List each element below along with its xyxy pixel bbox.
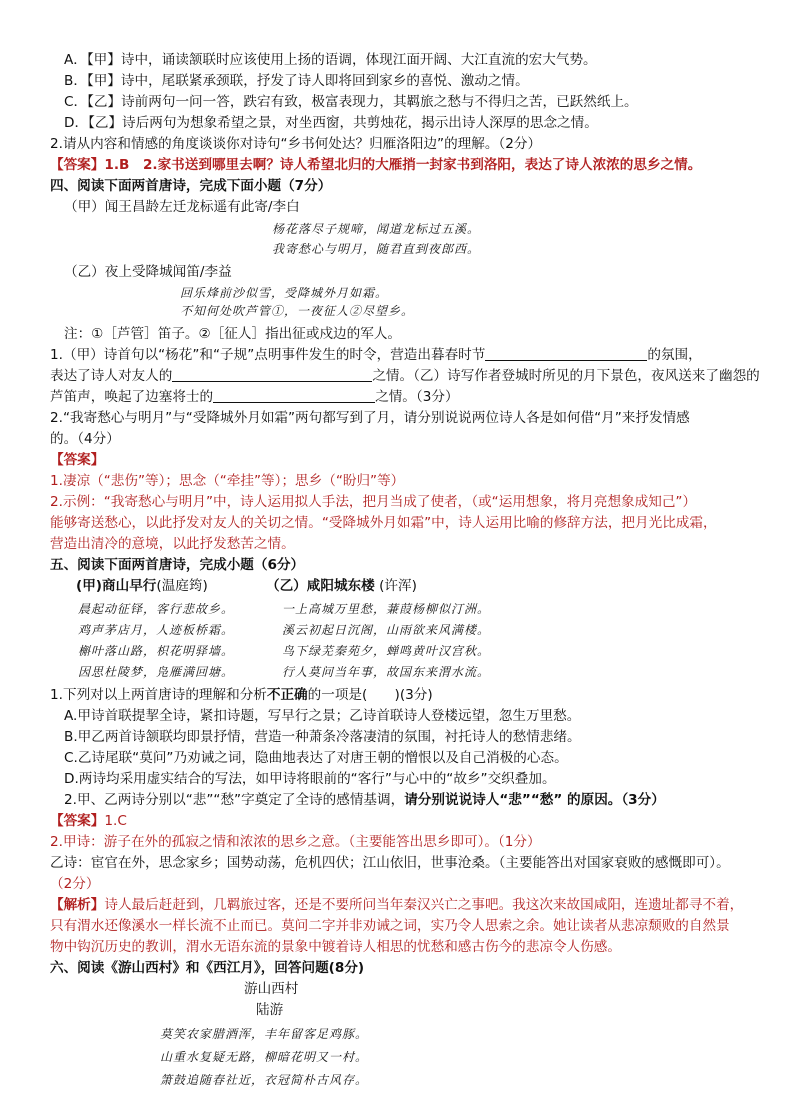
s4-poem-a-line-2: 我寄愁心与明月，随君直到夜郎西。 [272, 242, 481, 256]
s5-poem-a-author: (温庭筠) [156, 578, 208, 594]
s4-poem-b-line-2: 不知何处吹芦管①，一夜征人②尽望乡。 [180, 304, 415, 318]
s4-q1-line-3 [50, 387, 459, 407]
s5-poem-a-line-2: 鸡声茅店月，人迹板桥霜。 [78, 623, 235, 637]
s4-q1-text-f: 之情。（3分） [375, 389, 459, 405]
section6-heading: 六、阅读《游山西村》和《西江月》，回答问题(8分) [50, 960, 365, 976]
s6-poem-line-2: 山重水复疑无路，柳暗花明又一村。 [160, 1050, 369, 1064]
s5-poem-a-line-4: 因思杜陵梦，凫雁满回塘。 [78, 665, 235, 679]
s5-q1-stem [50, 685, 433, 705]
s4-q1-text-e: 芦笛声，唤起了边塞将士的 [50, 389, 214, 405]
s5-analysis-line-2: 只有渭水还像溪水一样长流不止而已。莫问二字并非劝诫之词，实乃令人思索之余。她让读者从悲凉颓败的自然景 [50, 918, 730, 934]
s6-poem-line-3: 箫鼓追随春社近，衣冠简朴古风存。 [160, 1073, 369, 1087]
answer-block-1: 【答案】1.B 2.家书送到哪里去啊？诗人希望北归的大雁捎一封家书到洛阳，表达了诗人浓浓的思乡之情。 [50, 157, 702, 173]
s5-answer-row [50, 811, 127, 831]
s5-q1-text-a: 1.下列对以上两首唐诗的理解和分析 [50, 687, 267, 703]
s5-answer-label: 【答案】 [50, 813, 105, 829]
s4-note: 注：①［芦管］笛子。②［征人］指出征或戍边的军人。 [64, 326, 402, 342]
s5-q2-text-b: 请分别说说诗人“悲”“愁” 的原因。（3分） [404, 792, 665, 808]
s4-poem-b-line-1: 回乐烽前沙似雪，受降城外月如霜。 [180, 286, 389, 300]
s5-poem-a-title: (甲)商山早行 [76, 578, 157, 594]
s6-poem-author: 陆游 [256, 1002, 284, 1018]
s4-q1-text-d: 之情。（乙）诗写作者登城时所见的月下景色，夜风送来了幽怨的 [372, 368, 760, 384]
q1-option-c: C．【乙】诗前两句一问一答，跌宕有致，极富表现力，其羁旅之愁与不得归之苦，已跃然纸上。 [64, 94, 638, 110]
s4-q1-line-1 [50, 345, 702, 365]
s4-answer-2-line-3: 营造出清冷的意境，以此抒发愁苦之情。 [50, 536, 295, 552]
section4-heading: 四、阅读下面两首唐诗，完成下面小题（7分） [50, 178, 332, 194]
s5-poem-b-title: （乙）咸阳城东楼 [266, 578, 375, 594]
answer-blank-3[interactable] [213, 388, 375, 403]
s4-answer-label: 【答案】 [50, 452, 105, 468]
q1-option-d: D．【乙】诗后两句为想象希望之景，对坐西窗，共剪烛花，揭示出诗人深厚的思念之情。 [64, 115, 598, 131]
s4-poem-a-line-1: 杨花落尽子规啼，闻道龙标过五溪。 [272, 222, 481, 236]
s5-poem-b-header [266, 576, 417, 596]
s5-poem-a-line-1: 晨起动征铎，客行悲故乡。 [78, 602, 235, 616]
s5-analysis-line-3: 物中钩沉历史的教训，渭水无语东流的景象中镀着诗人相思的忧愁和感古伤今的悲凉令人伤感。 [50, 939, 621, 955]
s5-poem-a-line-3: 槲叶落山路，枳花明驿墙。 [78, 644, 235, 658]
answer-blank-2[interactable] [172, 367, 372, 382]
s4-answer-1: 1.凄凉（“悲伤”等）；思念（“牵挂”等）；思乡（“盼归”等） [50, 473, 405, 489]
s5-answer-2-line-3: （2分） [50, 876, 100, 892]
s4-answer-2-line-2: 能够寄送愁心，以此抒发对友人的关切之情。“受降城外月如霜”中，诗人运用比喻的修辞方法，把月光比成霜， [50, 515, 717, 531]
s5-analysis-line-1 [50, 895, 743, 915]
s4-q2-line-1: 2.“我寄愁心与明月”与“受降城外月如霜”两句都写到了月，请分别说说两位诗人各是如何借“月”来抒发情感 [50, 410, 690, 426]
s5-poem-b-line-2: 溪云初起日沉阁，山雨欲来风满楼。 [282, 623, 491, 637]
s5-q1-option-a: A.甲诗首联提挈全诗，紧扣诗题，写早行之景；乙诗首联诗人登楼远望，忽生万里愁。 [64, 708, 581, 724]
s5-q1-option-b: B.甲乙两首诗颔联均即景抒情，营造一种萧条冷落凄清的氛围，衬托诗人的愁情悲绪。 [64, 729, 581, 745]
s5-q1-emphasis: 不正确 [266, 687, 308, 703]
s5-poem-b-author: (许浑) [379, 578, 417, 594]
s4-q1-text-c: 表达了诗人对友人的 [50, 368, 173, 384]
q2-question: 2.请从内容和情感的角度谈谈你对诗句“乡书何处达？归雁洛阳边”的理解。（2分） [50, 136, 542, 152]
s5-answer-1: 1.C [104, 813, 127, 829]
s5-poem-b-line-4: 行人莫问当年事，故国东来渭水流。 [282, 665, 491, 679]
q1-option-b: B．【甲】诗中，尾联紧承颈联，抒发了诗人即将回到家乡的喜悦、激动之情。 [64, 73, 529, 89]
s5-analysis-label: 【解析】 [50, 897, 105, 913]
s4-q1-text-a: 1.（甲）诗首句以“杨花”和“子规”点明事件发生的时令，营造出暮春时节 [50, 347, 486, 363]
answer-blank-1[interactable] [485, 346, 647, 361]
s5-q1-text-c: 的一项是( )(3分) [307, 687, 433, 703]
s4-answer-2-line-1: 2.示例：“我寄愁心与明月”中，诗人运用拟人手法，把月当成了使者，（或“运用想象，将月亮想象成知己”） [50, 494, 697, 510]
s4-q1-text-b: 的氛围， [647, 347, 702, 363]
s5-answer-2-line-2: 乙诗：宦官在外，思念家乡；国势动荡，危机四伏；江山依旧，世事沧桑。（主要能答出对国家衰败的感慨即可）。 [50, 855, 730, 871]
s5-q1-option-d: D.两诗均采用虚实结合的写法，如甲诗将眼前的“客行”与心中的“故乡”交织叠加。 [64, 771, 556, 787]
s6-poem-title: 游山西村 [244, 981, 299, 997]
s6-poem-line-1: 莫笑农家腊酒浑，丰年留客足鸡豚。 [160, 1027, 369, 1041]
s5-q2-text-a: 2.甲、乙两诗分别以“悲”“愁”字奠定了全诗的感情基调， [64, 792, 405, 808]
s5-answer-2-line-1: 2.甲诗：游子在外的孤寂之情和浓浓的思乡之意。（主要能答出思乡即可）。（1分） [50, 834, 541, 850]
s5-poem-b-line-3: 鸟下绿芜秦苑夕，蝉鸣黄叶汉宫秋。 [282, 644, 491, 658]
s5-poem-b-line-1: 一上高城万里愁，蒹葭杨柳似汀洲。 [282, 602, 491, 616]
s4-poem-b-title: （乙）夜上受降城闻笛/李益 [64, 264, 232, 280]
s4-poem-a-title: （甲）闻王昌龄左迁龙标遥有此寄/李白 [64, 199, 300, 215]
section5-heading: 五、阅读下面两首唐诗，完成小题（6分） [50, 557, 305, 573]
s4-q2-line-2: 的。（4分） [50, 431, 120, 447]
s4-q1-line-2 [50, 366, 760, 386]
s5-q1-option-c: C.乙诗尾联“莫问”乃劝诫之词，隐曲地表达了对唐王朝的憎恨以及自己消极的心态。 [64, 750, 568, 766]
s5-poem-a-header [76, 576, 208, 596]
s5-q2-stem [64, 790, 665, 810]
s5-analysis-text-a: 诗人最后赶赶到，几羁旅过客，还是不要所问当年秦汉兴亡之事吧。我这次来故国咸阳，连遗址都寻不着， [104, 897, 744, 913]
q1-option-a: A．【甲】诗中，诵读颔联时应该使用上扬的语调，体现江面开阔、大江直流的宏大气势。 [64, 52, 597, 68]
